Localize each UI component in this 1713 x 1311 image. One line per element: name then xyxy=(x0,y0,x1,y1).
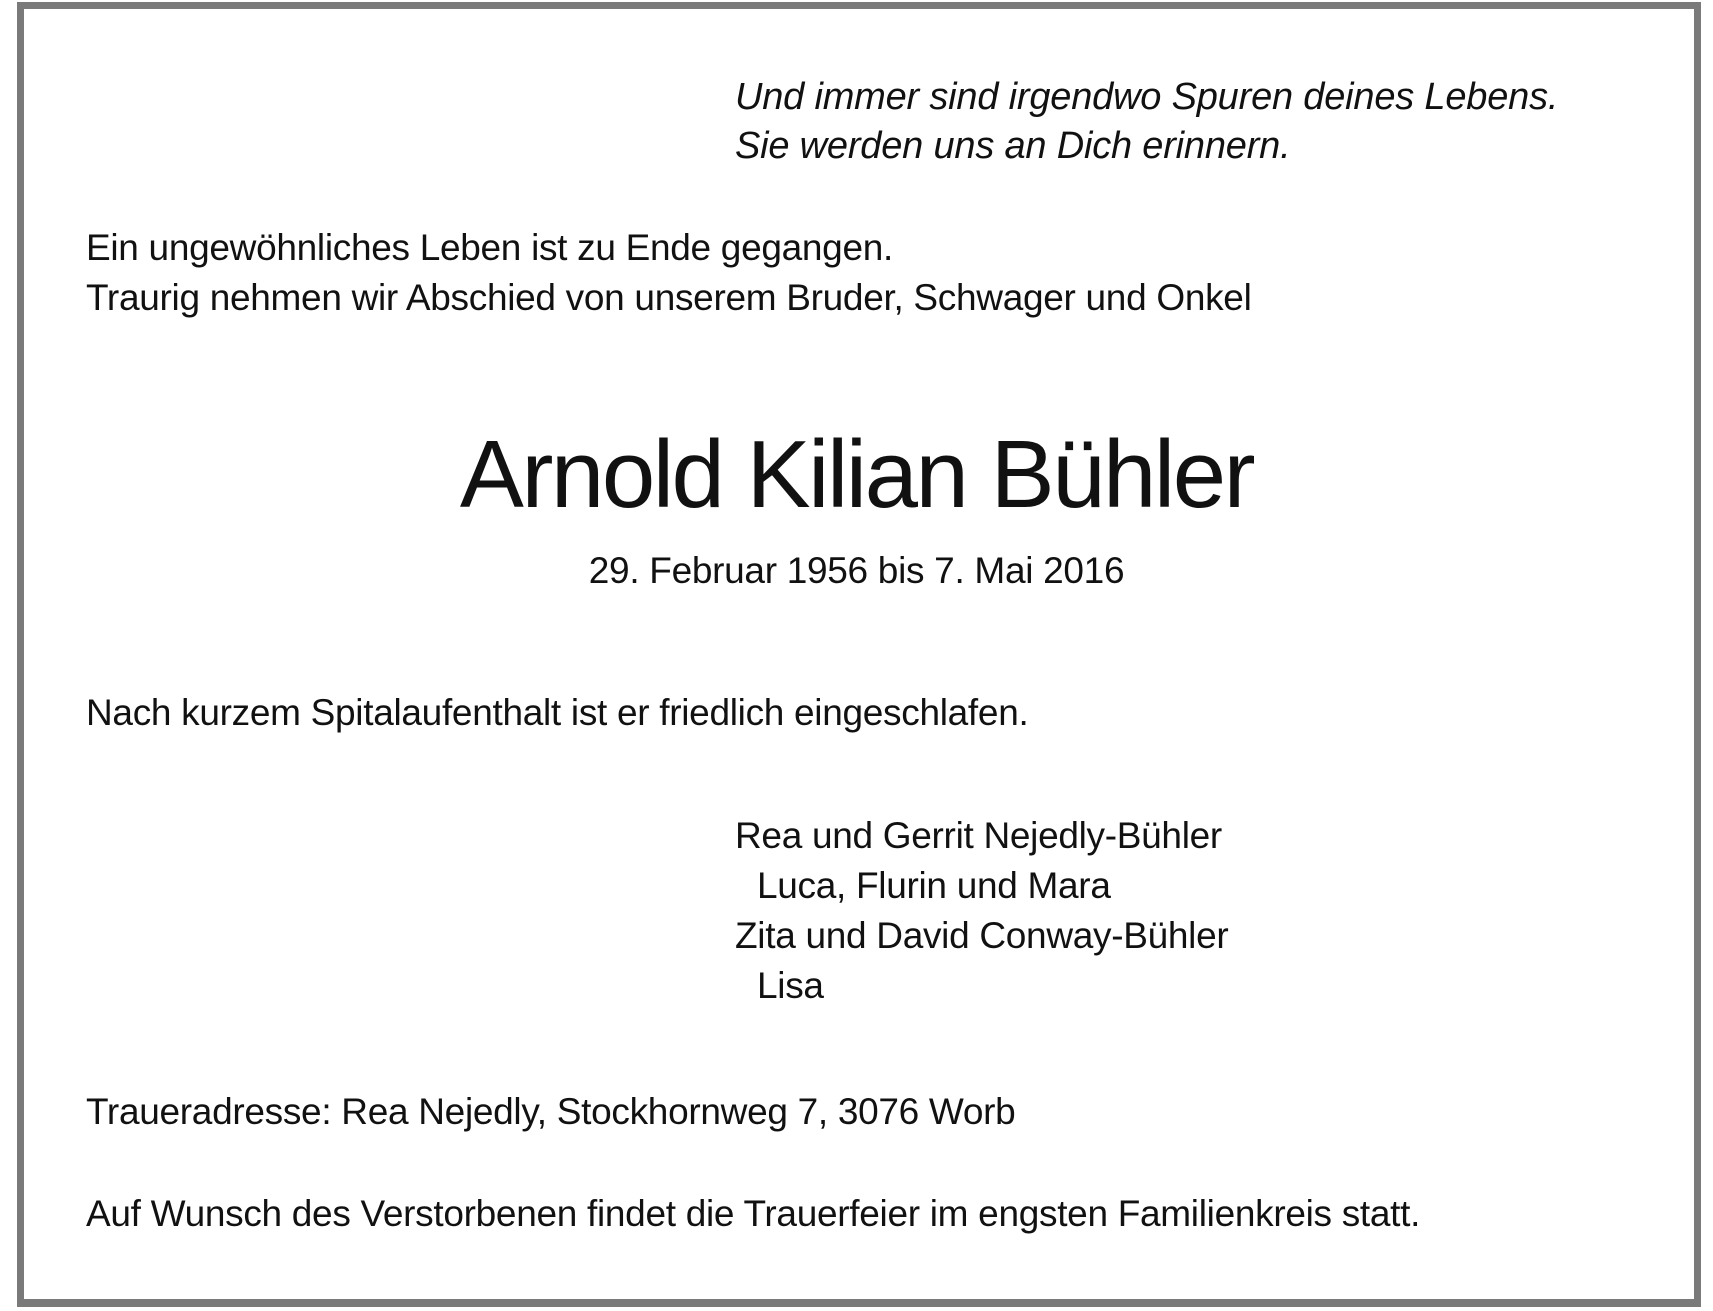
family-line-1: Rea und Gerrit Nejedly-Bühler xyxy=(735,815,1222,856)
passing-message: Nach kurzem Spitalaufenthalt ist er friedlich eingeschlafen. xyxy=(86,692,1029,733)
quote-line-1: Und immer sind irgendwo Spuren deines Lebens. xyxy=(735,76,1559,118)
deceased-name: Arnold Kilian Bühler xyxy=(459,421,1254,528)
intro-line-2: Traurig nehmen wir Abschied von unserem Bruder, Schwager und Onkel xyxy=(86,277,1252,318)
family-line-3: Zita und David Conway-Bühler xyxy=(735,915,1229,956)
quote-line-2: Sie werden uns an Dich erinnern. xyxy=(735,125,1291,167)
family-line-4: Lisa xyxy=(757,965,824,1006)
family-line-2: Luca, Flurin und Mara xyxy=(757,865,1111,906)
intro-line-1: Ein ungewöhnliches Leben ist zu Ende gegangen. xyxy=(86,227,893,268)
mourning-address: Traueradresse: Rea Nejedly, Stockhornweg 7, 3076 Worb xyxy=(86,1091,1016,1132)
closing-note: Auf Wunsch des Verstorbenen findet die Trauerfeier im engsten Familienkreis statt. xyxy=(86,1193,1421,1234)
life-dates: 29. Februar 1956 bis 7. Mai 2016 xyxy=(588,550,1125,591)
